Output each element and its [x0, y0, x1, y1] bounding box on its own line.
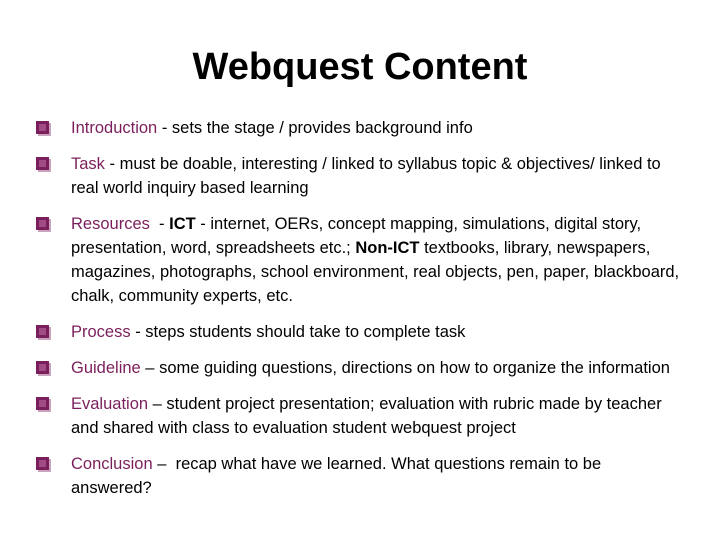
square-bullet-icon [36, 397, 49, 410]
ict-label: ICT [169, 215, 196, 233]
term-evaluation: Evaluation [71, 395, 149, 413]
term-introduction: Introduction [71, 119, 158, 137]
description-introduction: - sets the stage / provides background info [157, 119, 473, 137]
description-process: - steps students should take to complete task [130, 323, 466, 341]
description-task: - must be doable, interesting / linked to syllabus topic & objectives/ linked to real world inquiry based learning [71, 155, 661, 197]
square-bullet-icon [36, 361, 49, 374]
page-title: Webquest Content [192, 46, 528, 88]
non-ict-label: Non-ICT [355, 239, 420, 257]
description-conclusion: – recap what have we learned. What questions remain to be answered? [71, 455, 606, 497]
description-evaluation: – student project presentation; evaluation with rubric made by teacher and shared with class to evaluation student webquest project [71, 395, 662, 437]
term-resources: Resources [71, 215, 150, 233]
square-bullet-icon [36, 157, 49, 170]
term-process: Process [71, 323, 131, 341]
square-bullet-icon [36, 217, 49, 230]
term-conclusion: Conclusion [71, 455, 153, 473]
term-guideline: Guideline [71, 359, 141, 377]
square-bullet-icon [36, 121, 49, 134]
description-guideline: – some guiding questions, directions on how to organize the information [140, 359, 670, 377]
list-item-evaluation [36, 392, 686, 440]
content-list [36, 116, 686, 512]
list-item-process [36, 320, 686, 344]
list-item-conclusion [36, 452, 686, 500]
list-item-resources [36, 212, 686, 308]
list-item-task [36, 152, 686, 200]
ict-description: - internet, OERs, concept mapping, simulations, digital story, presentation, word, spreadsheets etc.; [71, 215, 642, 257]
square-bullet-icon [36, 325, 49, 338]
term-task: Task [71, 155, 105, 173]
non-ict-description: textbooks, library, newspapers, magazines, photographs, school environment, real objects, pen, paper, blackboard, chalk, community experts, etc. [71, 239, 680, 305]
list-item-guideline [36, 356, 686, 380]
square-bullet-icon [36, 457, 49, 470]
list-item-introduction [36, 116, 686, 140]
separator-resources: - [149, 215, 170, 233]
